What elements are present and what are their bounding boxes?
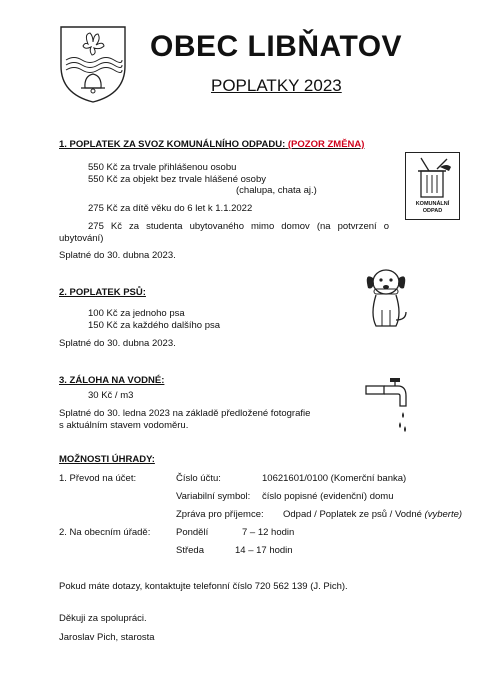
page-title: OBEC LIBŇATOV xyxy=(150,30,403,63)
section1-line4: 275 Kč za studenta ubytovaného mimo domov (na potvrzení o ubytování) xyxy=(59,221,389,244)
account-value: 10621601/0100 (Komerční banka) xyxy=(262,473,407,484)
section1-heading-text: 1. POPLATEK ZA SVOZ KOMUNÁLNÍHO ODPADU: xyxy=(59,139,286,150)
signature-text: Jaroslav Pich, starosta xyxy=(59,632,155,643)
trash-bin-icon xyxy=(407,155,459,201)
waste-bin-label: KOMUNÁLNÍ ODPAD xyxy=(415,201,450,214)
section1-line3: 275 Kč za dítě věku do 6 let k 1.1.2022 xyxy=(88,203,253,214)
office-hours1: 7 – 12 hodin xyxy=(242,527,295,538)
section1-heading-note: (POZOR ZMĚNA) xyxy=(287,139,365,150)
office-day1: Pondělí xyxy=(176,527,209,538)
section1-heading xyxy=(59,139,364,150)
account-label: Číslo účtu: xyxy=(176,473,221,484)
office-day2: Středa xyxy=(176,545,204,556)
section3-line2: Splatné do 30. ledna 2023 na základě předložené fotografie xyxy=(59,408,311,419)
section2-line2: 150 Kč za každého dalšího psa xyxy=(88,320,221,331)
payment-transfer-label: 1. Převod na účet: xyxy=(59,473,137,484)
coat-of-arms-emblem xyxy=(58,24,128,104)
page-subtitle: POPLATKY 2023 xyxy=(211,76,342,95)
section1-line2: 550 Kč za objekt bez trvale hlášené osoby xyxy=(88,174,266,185)
office-label: 2. Na obecním úřadě: xyxy=(59,527,151,538)
section1-line2-note: (chalupa, chata aj.) xyxy=(236,185,317,196)
variable-symbol-value: číslo popisné (evidenční) domu xyxy=(262,491,394,502)
message-value-text: Odpad / Poplatek ze psů / Vodné xyxy=(283,509,422,520)
message-label: Zpráva pro příjemce: xyxy=(176,509,264,520)
section3-line1: 30 Kč / m3 xyxy=(88,390,134,401)
message-value xyxy=(283,509,462,521)
section2-heading: 2. POPLATEK PSŮ: xyxy=(59,287,146,298)
section2-due: Splatné do 30. dubna 2023. xyxy=(59,338,176,349)
waste-bin-sign xyxy=(405,152,460,220)
office-hours2: 14 – 17 hodin xyxy=(235,545,293,556)
section1-line1: 550 Kč za trvale přihlášenou osobu xyxy=(88,162,237,173)
variable-symbol-label: Variabilní symbol: xyxy=(176,491,251,502)
section3-heading: 3. ZÁLOHA NA VODNÉ: xyxy=(59,375,165,386)
dog-icon xyxy=(360,262,412,332)
thanks-text: Děkuji za spolupráci. xyxy=(59,613,147,624)
water-tap-icon xyxy=(362,376,414,438)
section3-line3: s aktuálním stavem vodoměru. xyxy=(59,420,189,431)
section1-due: Splatné do 30. dubna 2023. xyxy=(59,250,176,261)
payment-heading: MOŽNOSTI ÚHRADY: xyxy=(59,454,155,465)
contact-text: Pokud máte dotazy, kontaktujte telefonní číslo 720 562 139 (J. Pich). xyxy=(59,581,348,592)
message-value-note: (vyberte) xyxy=(424,509,463,520)
section2-line1: 100 Kč za jednoho psa xyxy=(88,308,185,319)
